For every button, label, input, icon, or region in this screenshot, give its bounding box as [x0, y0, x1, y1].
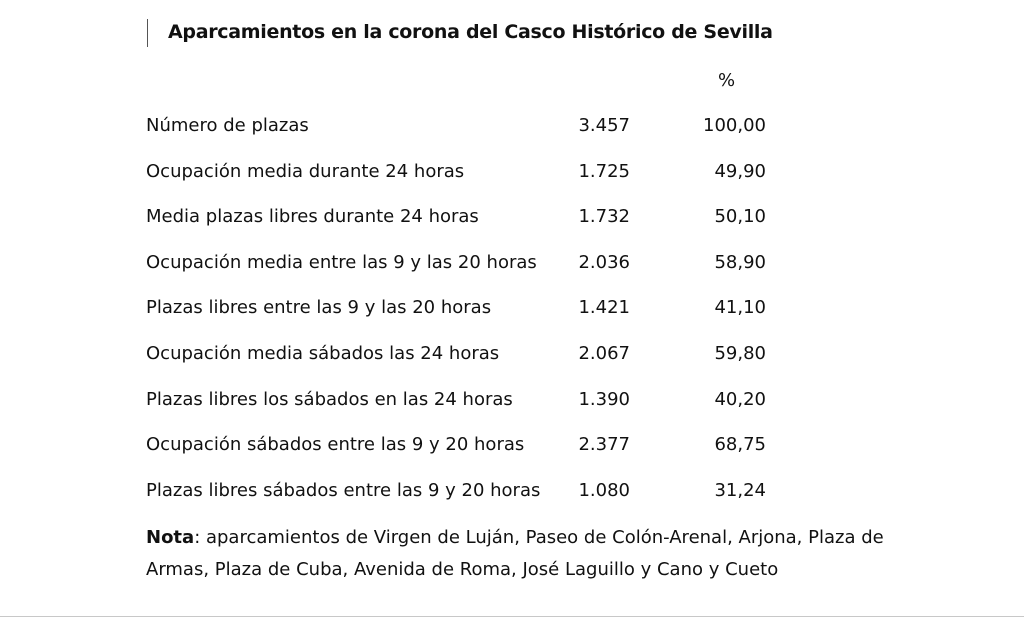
row-percent: 49,90	[714, 160, 766, 182]
table-row	[146, 113, 826, 159]
row-value: 1.732	[578, 206, 630, 228]
text-cursor	[147, 19, 148, 47]
row-percent: 100,00	[703, 115, 766, 136]
table-row	[146, 432, 826, 478]
footnote	[146, 522, 886, 586]
row-label: Ocupación media sábados las 24 horas	[146, 342, 500, 364]
row-label: Plazas libres los sábados en las 24 horas	[146, 388, 513, 410]
table-row	[146, 159, 826, 205]
row-value: 2.377	[578, 434, 630, 456]
table-row	[146, 387, 826, 433]
row-value: 1.725	[578, 160, 630, 182]
table-row	[146, 295, 826, 341]
row-label: Plazas libres entre las 9 y las 20 horas	[146, 297, 492, 319]
table-row	[146, 250, 826, 296]
row-value: 1.080	[578, 479, 630, 501]
row-percent: 40,20	[714, 388, 766, 410]
row-value: 2.036	[578, 251, 630, 273]
note-text: : aparcamientos de Virgen de Luján, Paseo de Colón-Arenal, Arjona, Plaza de Armas, Plaza de Cuba, Avenida de Roma, José Laguillo y Cano y Cueto	[146, 527, 884, 580]
row-percent: 50,10	[714, 206, 766, 228]
row-label: Número de plazas	[146, 115, 309, 136]
page-edge-divider	[0, 616, 1024, 617]
document-title: Aparcamientos en la corona del Casco Histórico de Sevilla	[168, 21, 773, 43]
row-percent: 58,90	[714, 251, 766, 273]
row-label: Plazas libres sábados entre las 9 y 20 horas	[146, 479, 541, 501]
row-value: 3.457	[578, 115, 630, 136]
row-value: 1.390	[578, 388, 630, 410]
row-value: 2.067	[578, 342, 630, 364]
row-label: Ocupación sábados entre las 9 y 20 horas	[146, 434, 525, 456]
percent-column-header: %	[718, 70, 736, 91]
row-label: Media plazas libres durante 24 horas	[146, 206, 479, 228]
row-label: Ocupación media durante 24 horas	[146, 160, 465, 182]
row-value: 1.421	[578, 297, 630, 319]
row-percent: 59,80	[714, 342, 766, 364]
row-percent: 31,24	[714, 479, 766, 501]
parking-table	[146, 113, 826, 523]
row-percent: 41,10	[714, 297, 766, 319]
table-row	[146, 478, 826, 524]
note-label: Nota	[146, 527, 195, 548]
row-percent: 68,75	[714, 434, 766, 456]
row-label: Ocupación media entre las 9 y las 20 horas	[146, 251, 537, 273]
table-row	[146, 341, 826, 387]
table-row	[146, 204, 826, 250]
